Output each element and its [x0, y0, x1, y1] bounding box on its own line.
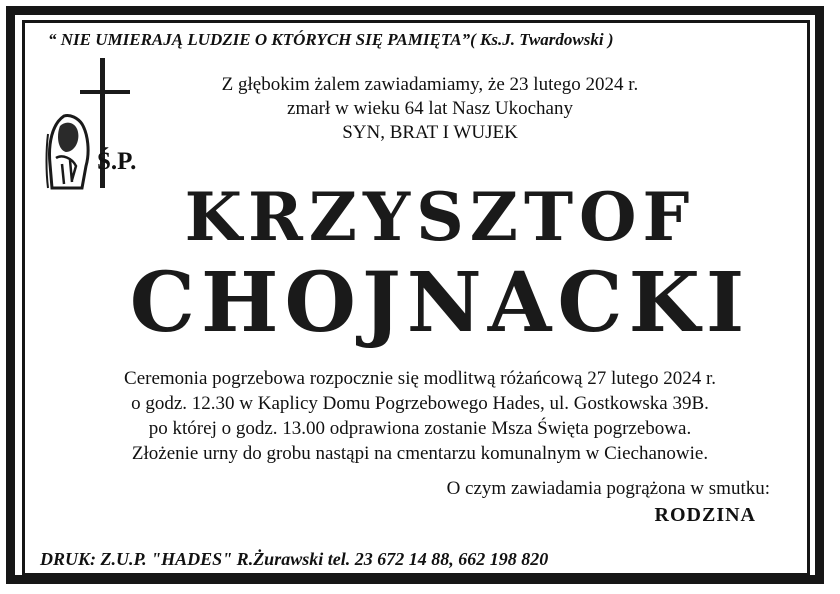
ceremony-line: Ceremonia pogrzebowa rozpocznie się modlitwą różańcową 27 lutego 2024 r.	[124, 368, 716, 389]
ceremony-line: o godz. 12.30 w Kaplicy Domu Pogrzebowego Hades, ul. Gostkowska 39B.	[131, 393, 709, 414]
family-notice: O czym zawiadamia pogrążona w smutku:	[446, 478, 770, 499]
ceremony-line: Złożenie urny do grobu nastąpi na cmentarzu komunalnym w Ciechanowie.	[131, 443, 709, 464]
printer-footer: DRUK: Z.U.P. "HADES" R.Żurawski tel. 23 672 14 88, 662 198 820	[40, 549, 549, 569]
epigraph-quote: “ NIE UMIERAJĄ LUDZIE O KTÓRYCH SIĘ PAMIĘTA”( Ks.J. Twardowski )	[48, 30, 614, 49]
family-signature: RODZINA	[654, 504, 756, 526]
deceased-surname: CHOJNACKI	[129, 255, 751, 351]
intro-line: SYN, BRAT I WUJEK	[342, 122, 518, 143]
sp-label: Ś.P.	[97, 148, 137, 175]
intro-line: zmarł w wieku 64 lat Nasz Ukochany	[287, 98, 573, 119]
ceremony-details	[70, 366, 770, 466]
ceremony-line: po której o godz. 13.00 odprawiona zostanie Msza Święta pogrzebowa.	[148, 418, 692, 439]
deceased-first-name: KRZYSZTOF	[184, 178, 696, 256]
announcement-intro	[160, 73, 700, 145]
intro-line: Z głębokim żalem zawiadamiamy, że 23 lutego 2024 r.	[221, 74, 639, 95]
